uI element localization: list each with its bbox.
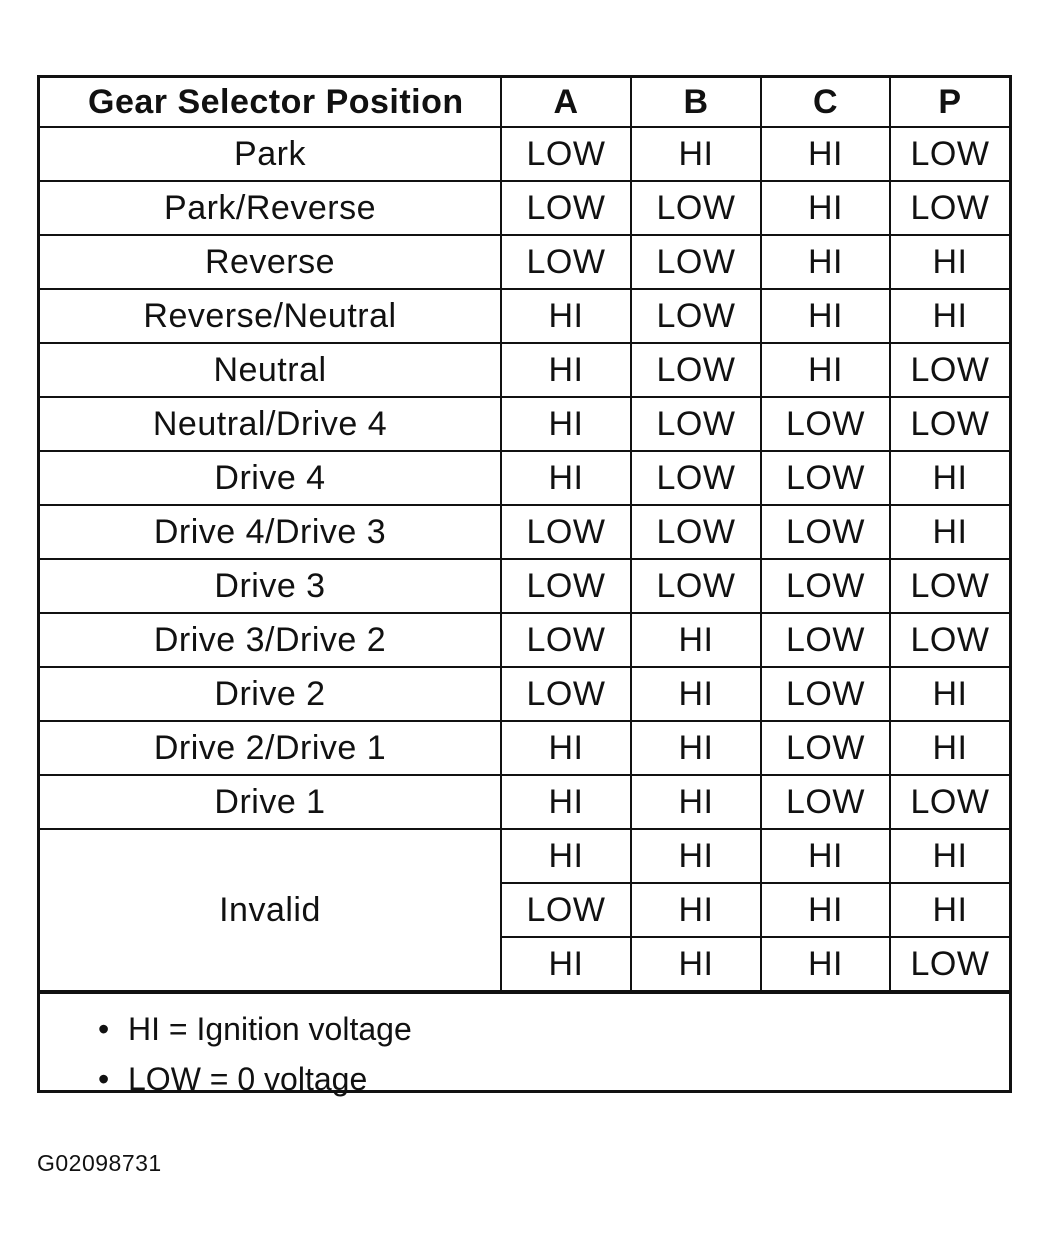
value-cell-a: LOW: [501, 559, 631, 613]
table-row: [40, 667, 1009, 721]
value-cell-b: LOW: [631, 343, 761, 397]
value-cell-p: LOW: [890, 343, 1009, 397]
value-cell-b: HI: [631, 775, 761, 829]
value-cell-p: HI: [890, 721, 1009, 775]
value-cell-p: LOW: [890, 559, 1009, 613]
position-cell: Park/Reverse: [40, 181, 501, 235]
value-cell-c: HI: [761, 343, 890, 397]
value-cell-p: LOW: [890, 397, 1009, 451]
legend: [40, 992, 1009, 1097]
value-cell-b: LOW: [631, 397, 761, 451]
position-cell: Drive 4/Drive 3: [40, 505, 501, 559]
invalid-row: [40, 829, 1009, 883]
value-cell-p: LOW: [890, 613, 1009, 667]
value-cell-b: LOW: [631, 289, 761, 343]
position-cell: Neutral: [40, 343, 501, 397]
table-row: [40, 505, 1009, 559]
table-row: [40, 397, 1009, 451]
value-cell-a: HI: [501, 937, 631, 991]
position-cell: Reverse: [40, 235, 501, 289]
value-cell-a: LOW: [501, 181, 631, 235]
table-row: [40, 127, 1009, 181]
value-cell-c: HI: [761, 937, 890, 991]
bullet-icon: •: [98, 1011, 110, 1047]
header-gear-selector-position: Gear Selector Position: [40, 78, 501, 127]
position-cell: Drive 2: [40, 667, 501, 721]
value-cell-b: LOW: [631, 451, 761, 505]
position-cell: Drive 3/Drive 2: [40, 613, 501, 667]
position-cell: Drive 2/Drive 1: [40, 721, 501, 775]
value-cell-p: LOW: [890, 181, 1009, 235]
value-cell-b: LOW: [631, 235, 761, 289]
value-cell-a: LOW: [501, 883, 631, 937]
value-cell-b: HI: [631, 829, 761, 883]
header-a: A: [501, 78, 631, 127]
gear-selector-table-frame: [37, 75, 1012, 1097]
value-cell-a: LOW: [501, 235, 631, 289]
value-cell-p: HI: [890, 667, 1009, 721]
value-cell-c: HI: [761, 883, 890, 937]
value-cell-c: HI: [761, 181, 890, 235]
bullet-icon: •: [98, 1061, 110, 1097]
table-row: [40, 181, 1009, 235]
value-cell-p: HI: [890, 883, 1009, 937]
table-row: [40, 721, 1009, 775]
value-cell-c: HI: [761, 235, 890, 289]
value-cell-c: LOW: [761, 721, 890, 775]
value-cell-a: LOW: [501, 667, 631, 721]
table-row: [40, 235, 1009, 289]
value-cell-b: LOW: [631, 505, 761, 559]
header-p: P: [890, 78, 1009, 127]
gear-selector-table: [40, 78, 1009, 992]
value-cell-c: HI: [761, 127, 890, 181]
position-cell: Reverse/Neutral: [40, 289, 501, 343]
table-row: [40, 775, 1009, 829]
value-cell-p: HI: [890, 235, 1009, 289]
legend-item-low: [98, 1054, 1009, 1104]
value-cell-a: LOW: [501, 127, 631, 181]
value-cell-a: HI: [501, 721, 631, 775]
value-cell-p: HI: [890, 829, 1009, 883]
value-cell-a: LOW: [501, 505, 631, 559]
value-cell-b: HI: [631, 883, 761, 937]
value-cell-b: LOW: [631, 559, 761, 613]
value-cell-a: HI: [501, 343, 631, 397]
position-cell: Drive 4: [40, 451, 501, 505]
figure-id: G02098731: [37, 1150, 162, 1176]
position-cell-invalid: Invalid: [40, 829, 501, 991]
value-cell-a: HI: [501, 397, 631, 451]
value-cell-c: LOW: [761, 667, 890, 721]
table-row: [40, 613, 1009, 667]
value-cell-c: LOW: [761, 613, 890, 667]
legend-item-hi: [98, 1004, 1009, 1054]
position-cell: Neutral/Drive 4: [40, 397, 501, 451]
value-cell-c: HI: [761, 289, 890, 343]
value-cell-b: LOW: [631, 181, 761, 235]
value-cell-p: LOW: [890, 127, 1009, 181]
value-cell-c: LOW: [761, 451, 890, 505]
value-cell-b: HI: [631, 613, 761, 667]
value-cell-p: HI: [890, 289, 1009, 343]
value-cell-a: HI: [501, 775, 631, 829]
table-row: [40, 343, 1009, 397]
table-row: [40, 559, 1009, 613]
table-header-row: [40, 78, 1009, 127]
value-cell-p: HI: [890, 451, 1009, 505]
value-cell-a: HI: [501, 451, 631, 505]
value-cell-p: LOW: [890, 937, 1009, 991]
value-cell-b: HI: [631, 937, 761, 991]
value-cell-b: HI: [631, 667, 761, 721]
header-c: C: [761, 78, 890, 127]
table-row: [40, 289, 1009, 343]
value-cell-b: HI: [631, 721, 761, 775]
legend-text: HI = Ignition voltage: [128, 1011, 412, 1047]
value-cell-p: LOW: [890, 775, 1009, 829]
value-cell-c: LOW: [761, 505, 890, 559]
value-cell-c: HI: [761, 829, 890, 883]
value-cell-a: HI: [501, 829, 631, 883]
value-cell-a: LOW: [501, 613, 631, 667]
position-cell: Park: [40, 127, 501, 181]
position-cell: Drive 1: [40, 775, 501, 829]
value-cell-c: LOW: [761, 397, 890, 451]
value-cell-c: LOW: [761, 559, 890, 613]
value-cell-c: LOW: [761, 775, 890, 829]
value-cell-b: HI: [631, 127, 761, 181]
value-cell-p: HI: [890, 505, 1009, 559]
legend-text: LOW = 0 voltage: [128, 1061, 368, 1097]
value-cell-a: HI: [501, 289, 631, 343]
position-cell: Drive 3: [40, 559, 501, 613]
table-row: [40, 451, 1009, 505]
header-b: B: [631, 78, 761, 127]
